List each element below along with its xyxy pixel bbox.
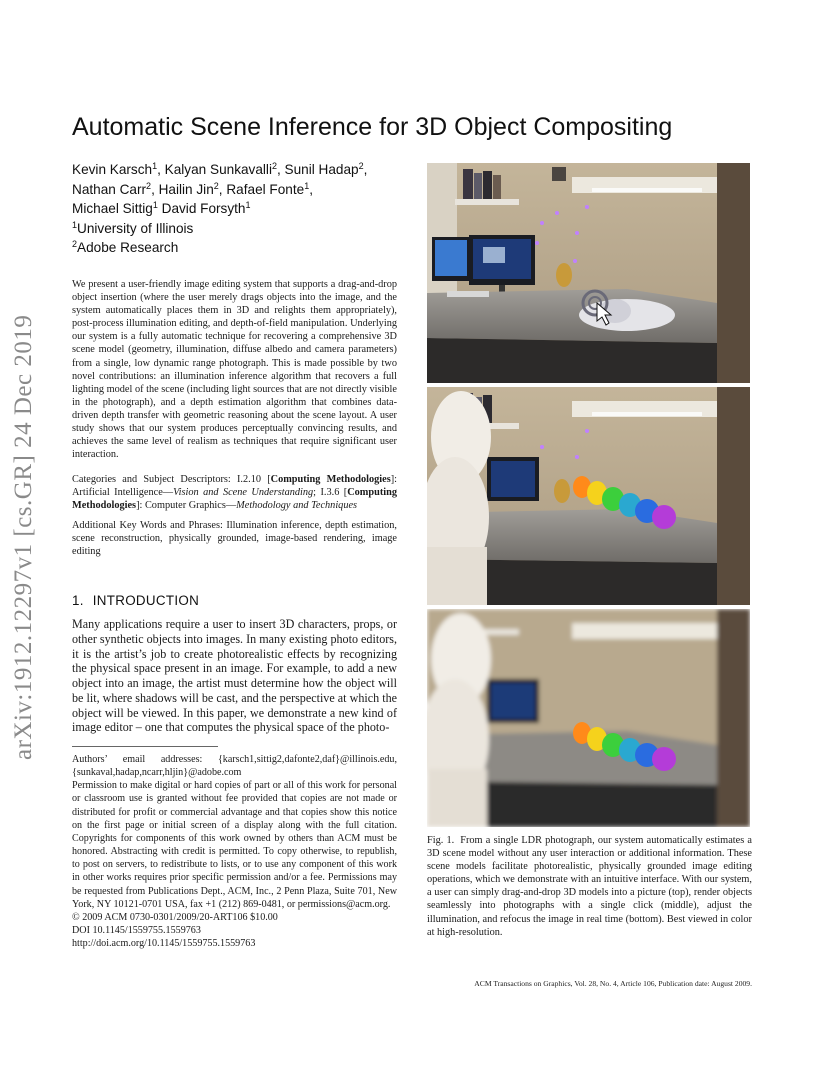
affiliation-mark: 1 xyxy=(72,219,78,230)
section-number: 1. xyxy=(72,593,84,608)
author-name: , Hailin Jin xyxy=(151,181,214,197)
separator: , xyxy=(309,181,313,197)
copyright-line: © 2009 ACM 0730-0301/2009/20-ART106 $10.00 xyxy=(72,911,278,923)
abstract xyxy=(72,278,397,461)
figure-panel-bottom xyxy=(427,609,750,827)
author-line xyxy=(72,160,392,180)
figure-label: Fig. 1. xyxy=(427,835,455,846)
affiliation-mark: 2 xyxy=(271,161,277,171)
affiliation-mark: 2 xyxy=(146,180,152,191)
author-block xyxy=(72,160,392,258)
author-name: , Kalyan Sunkavalli xyxy=(157,162,272,177)
figure-panel-middle xyxy=(427,387,750,605)
author-emails: {sunkaval,hadap,ncarr,hljin}@adobe.com xyxy=(72,767,242,779)
figure-1 xyxy=(427,163,750,827)
paper-title: Automatic Scene Inference for 3D Object Compositing xyxy=(72,113,673,141)
author-name: Michael Sittig xyxy=(72,201,153,217)
affiliation-mark: 2 xyxy=(72,239,78,250)
affiliation-mark: 1 xyxy=(245,200,251,211)
abstract-text: We present a user-friendly image editing system that supports a drag-and-drop object insertion (where the user merely drags objects into the image, and the system automatically places them in 3D and relights them appropriately), post-process illumination editing, and depth-of-field manipulation. Underlying our system is a fully automatic technique for recovering a comprehensive 3D scene model (geometry, illumination, diffuse albedo and camera parameters) from a single, low dynamic range photograph. This is made possible by two novel contributions: an illumination inference algorithm that recovers a full lighting model of the scene (including light sources that are not directly visible in the photograph), and a depth estimation algorithm that combines data-driven depth transfer with geometric reasoning about the scene layout. A user study shows that our system produces perceptually convincing results, and achieves the same level of realism as techniques that require significant user interaction. xyxy=(72,279,397,461)
doi-url[interactable]: http://doi.acm.org/10.1145/1559755.1559763 xyxy=(72,938,256,950)
author-name: Kevin Karsch xyxy=(72,162,153,177)
categories-descriptors xyxy=(72,473,397,512)
caption-body: From a single LDR photograph, our system automatically estimates a 3D scene model without any user interaction or additional information. These scene models facilitate photorealistic, physically grounded image editing operations, which we demonstrate with an intuitive interface. With our system, a user can simply drag-and-drop 3D models into a picture (top), render objects seamlessly into photographs with a single click (middle), adjust the illumination, and refocus the image in real time (bottom). Best viewed in color at high-resolution. xyxy=(427,835,752,938)
author-name: Nathan Carr xyxy=(72,181,147,197)
affiliation-name: University of Illinois xyxy=(77,220,194,236)
introduction-paragraph xyxy=(72,617,397,735)
figure-caption-text xyxy=(427,834,752,939)
separator: , xyxy=(363,162,368,177)
affiliation xyxy=(72,219,392,239)
figure-panel-top xyxy=(427,163,750,383)
section-title: INTRODUCTION xyxy=(92,593,200,608)
author-emails: Authors’ email addresses: {karsch1,sittig2,dafonte2,daf}@illinois.edu, xyxy=(72,754,397,765)
keywords-text: Additional Key Words and Phrases: Illumination inference, depth estimation, scene reconstruction, physically grounded, image-based rendering, image editing xyxy=(72,520,397,558)
arxiv-stamp: arXiv:1912.12297v1 [cs.GR] 24 Dec 2019 xyxy=(10,314,37,760)
categories-text xyxy=(72,473,397,512)
permission-notice: Permission to make digital or hard copies of part or all of this work for personal or classroom use is granted without fee provided that copies are not made or distributed for profit or commercial advantage and that copies show this notice on the first page or initial screen of a display along with the full citation. Copyrights for components of this work owned by others than ACM must be honored. Abstracting with credit is permitted. To copy otherwise, to republish, to post on servers, to redistribute to lists, or to use any component of this work in other works requires prior specific permission and/or a fee. Permissions may be requested from Publications Dept., ACM, Inc., 2 Penn Plaza, Suite 701, New York, NY 10121-0701 USA, fax +1 (212) 869-0481, or permissions@acm.org. xyxy=(72,780,397,910)
section-heading xyxy=(72,593,199,608)
categories-part: ; I.3.6 [ xyxy=(313,487,348,499)
affiliation xyxy=(72,238,392,258)
running-footer: ACM Transactions on Graphics, Vol. 28, No. 4, Article 106, Publication date: August 2009. xyxy=(474,979,752,988)
affiliation-mark: 1 xyxy=(152,161,158,171)
author-name: David Forsyth xyxy=(157,201,246,217)
categories-part: ]: Artificial Intelligence— xyxy=(72,474,397,499)
footnote-rule xyxy=(72,746,218,747)
office-photo-rendered xyxy=(427,387,750,605)
category-name: Computing Methodologies xyxy=(270,474,391,485)
office-photo-drag-drop xyxy=(427,163,750,383)
author-line xyxy=(72,180,392,200)
affiliation-mark: 1 xyxy=(304,180,310,191)
affiliation-mark: 2 xyxy=(358,161,364,171)
author-name: , Rafael Fonte xyxy=(218,181,305,197)
figure-caption xyxy=(427,834,752,939)
doi-line: DOI 10.1145/1559755.1559763 xyxy=(72,925,201,937)
author-name: , Sunil Hadap xyxy=(276,162,359,177)
categories-prefix: Categories and Subject Descriptors: I.2.10 [ xyxy=(72,474,271,485)
subcategory-name: Methodology and Techniques xyxy=(236,500,358,512)
category-name: Computing Methodologies xyxy=(72,487,397,512)
author-line xyxy=(72,199,392,219)
affiliation-mark: 2 xyxy=(213,180,219,191)
keywords xyxy=(72,519,397,558)
affiliation-name: Adobe Research xyxy=(77,240,179,256)
categories-part: ]: Computer Graphics— xyxy=(136,500,237,512)
affiliation-mark: 1 xyxy=(152,200,158,211)
introduction-text: Many applications require a user to insert 3D characters, props, or other synthetic objects into images. In many existing photo editors, it is the artist’s job to create photorealistic effects by recognizing the physical space present in an image. For example, to add a new object into an image, the artist must determine how the object will be lit, where shadows will be cast, and the perspective at which the object will be viewed. In this paper, we demonstrate a new kind of image editor – one that computes the physical space of the photo- xyxy=(72,617,397,735)
footnotes xyxy=(72,753,397,950)
subcategory-name: Vision and Scene Understanding xyxy=(173,487,314,499)
office-photo-refocused xyxy=(427,609,750,827)
